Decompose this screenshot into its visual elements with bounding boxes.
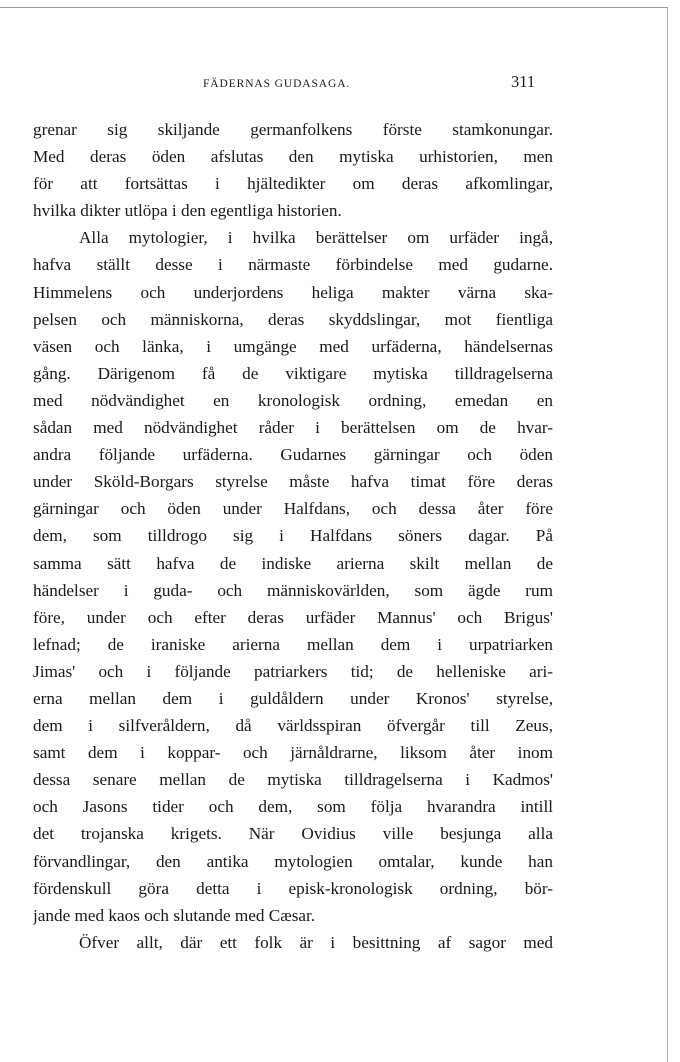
text-line: erna mellan dem i guldåldern under Kronos' styrelse,: [33, 688, 553, 708]
text-line: samt dem i koppar- och järnåldrarne, liksom åter inom: [33, 743, 553, 763]
text-line: förvandlingar, den antika mytologien omtalar, kunde han: [33, 851, 553, 871]
text-line: pelsen och människorna, deras skyddslingar, mot fientliga: [33, 309, 553, 329]
page-number: 311: [511, 72, 536, 91]
text-line: fördenskull göra detta i episk-kronologisk ordning, bör-: [33, 878, 553, 898]
text-line: Jimas' och i följande patriarkers tid; de helleniske ari-: [33, 661, 553, 681]
paragraph-start-line: Öfver allt, där ett folk är i besittning af sagor med: [79, 932, 553, 952]
text-line: andra följande urfäderna. Gudarnes gärningar och öden: [33, 445, 553, 465]
text-line: under Sköld-Borgars styrelse måste hafva timat före deras: [33, 472, 553, 492]
text-line: gärningar och öden under Halfdans, och dessa åter före: [33, 499, 553, 519]
text-line: dem i silfveråldern, då världsspiran öfvergår till Zeus,: [33, 716, 553, 736]
text-line: dessa senare mellan de mytiska tilldragelserna i Kadmos': [33, 770, 553, 790]
paragraph-start-line: Alla mytologier, i hvilka berättelser om urfäder ingå,: [79, 228, 553, 248]
text-line: för att fortsättas i hjältedikter om deras afkomlingar,: [33, 174, 553, 194]
body-text: [33, 116, 553, 956]
text-line: hvilka dikter utlöpa i den egentliga historien.: [33, 201, 342, 221]
text-line: lefnad; de iraniske arierna mellan dem i urpatriarken: [33, 634, 553, 654]
text-line: det trojanska krigets. När Ovidius ville besjunga alla: [33, 824, 553, 844]
text-line: hafva ställt desse i närmaste förbindelse med gudarne.: [33, 255, 553, 275]
text-line: grenar sig skiljande germanfolkens förste stamkonungar.: [33, 120, 553, 139]
text-line: samma sätt hafva de indiske arierna skilt mellan de: [33, 553, 553, 573]
running-head: FÄDERNAS GUDASAGA.: [203, 78, 351, 90]
page-edge-right: [667, 7, 668, 1062]
page-header: [0, 72, 680, 96]
text-line: sådan med nödvändighet råder i berättelsen om de hvar-: [33, 418, 553, 438]
text-line: gång. Därigenom få de viktigare mytiska tilldragelserna: [33, 363, 553, 383]
page-edge-top: [0, 7, 668, 8]
text-line: före, under och efter deras urfäder Mannus' och Brigus': [33, 607, 553, 627]
text-line: Med deras öden afslutas den mytiska urhistorien, men: [33, 147, 553, 167]
text-line: och Jasons tider och dem, som följa hvarandra intill: [33, 797, 553, 817]
text-line: dem, som tilldrogo sig i Halfdans söners dagar. På: [33, 526, 553, 546]
text-line: Himmelens och underjordens heliga makter värna ska-: [33, 282, 553, 302]
text-line: med nödvändighet en kronologisk ordning, emedan en: [33, 390, 553, 410]
text-line: händelser i guda- och människovärlden, som ägde rum: [33, 580, 553, 600]
text-line: väsen och länka, i umgänge med urfäderna, händelsernas: [33, 336, 553, 356]
text-line: jande med kaos och slutande med Cæsar.: [33, 905, 316, 925]
